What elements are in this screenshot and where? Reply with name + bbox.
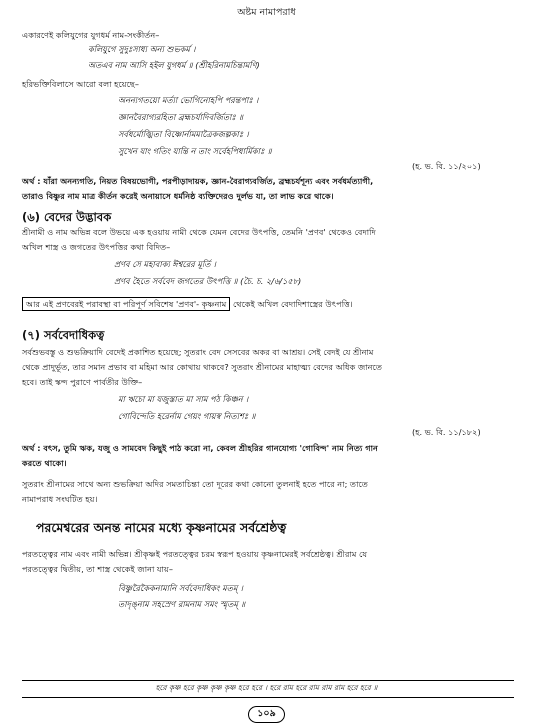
- comparison-paragraph-line-2: নামাপরাধ সংঘটিত হয়।: [22, 494, 98, 504]
- verse-2-line-2: জ্ঞানবৈরাগ্যরহিতা ব্রহ্মচর্যাদিবর্জিতাঃ ॥: [118, 112, 243, 122]
- section-6-heading: (৬) বেদের উদ্ভাবক: [22, 210, 112, 224]
- running-header: অষ্টম নামাপরাধ: [237, 7, 296, 18]
- footer-mantra: হরে কৃষ্ণ হরে কৃষ্ণ কৃষ্ণ কৃষ্ণ হরে হরে । হরে রাম হরে রাম রাম রাম হরে হরে ॥: [155, 683, 378, 692]
- verse-5-line-1: বিষ্ণুরৈকৈকনামানি সর্ববেদাধিকং মতম্ ।: [118, 583, 243, 593]
- meaning-2-line-2: করতে থাকো।: [22, 458, 67, 468]
- final-paragraph-line-2: পরতত্ত্বের দ্বিতীয়, তা শাস্ত্র থেকেই জানা যায়–: [22, 564, 173, 574]
- meaning-2-line-1: অর্থ : বৎস, তুমি ঋক, যজু ও সামবেদ কিছুই পাঠ করো না, কেবল শ্রীহরির গানযোগ্য 'গোবিন্দ' নাম নিত্য গান: [22, 443, 378, 453]
- highlighted-statement: [22, 298, 353, 310]
- final-paragraph-line-1: পরতত্ত্বের নাম এবং নামী অভিন্ন। শ্রীকৃষ্ণই পরতত্ত্বের চরম স্বরূপ হওয়ায় কৃষ্ণনামেরই সর্বশ্রেষ্ঠত্ব। শ্রীরাম যে: [22, 549, 368, 559]
- page-number: ১০৯: [248, 706, 285, 723]
- intro-paragraph-2: হরিভক্তিবিলাসে আরো বলা হয়েছে–: [22, 79, 139, 89]
- section-6-text-line-2: অখিল শাস্ত্র ও জগতের উৎপত্তির কথা বিদিত–: [22, 242, 171, 252]
- section-6-text-line-1: শ্রীনামী ও নাম অভিন্ন বলে উভয়ে এক হওয়ায় নামী থেকে যেমন বেদের উৎপত্তি, তেমনি 'প্রণব' থেকেও বেদাদি: [22, 227, 376, 237]
- meaning-1-line-2: তারাও বিষ্ণুর নাম মাত্র কীর্তন করেই অনায়াসে ধর্মনিষ্ঠ ব্যক্তিদেরও দুর্লভ যা, তা লাভ করে থাকে।: [22, 191, 334, 201]
- reference-1: (হ. ভ. বি. ১১/২০১): [412, 161, 481, 171]
- boxed-continuation: থেকেই অখিল বেদাদিশাস্ত্রের উৎপত্তি।: [230, 299, 353, 309]
- section-7-text-line-1: সর্বশুভবস্তু ও শুভক্রিয়াদি বেদেই প্রকাশিত হয়েছে; সুতরাং বেদ সেসবের অকর বা আশ্রয়। সেই বেদই যে শ্রীনাম: [22, 347, 374, 357]
- intro-paragraph-1: একারণেই কলিযুগের যুগধর্ম নাম-সংকীর্তন–: [22, 30, 160, 40]
- footer-rule-bottom: [22, 697, 514, 698]
- comparison-paragraph-line-1: সুতরাং শ্রীনামের সাথে অন্য শুভক্রিয়া অদির সমতাচিন্তা তো দূরের কথা কোনো তুলনাই হতে পারে না; তাতে: [22, 479, 368, 489]
- verse-1-line-1: কলিযুগে সুদুঃসাধ্য অন্য শুভকর্ম ।: [88, 44, 196, 54]
- verse-1-line-2: অতএব নাম আসি হইল যুগধর্ম ॥ (শ্রীহরিনামচিন্তামণি): [88, 60, 260, 70]
- verse-3-line-1: প্রণব সে মহাবাক্য ঈশ্বরের মূর্তি ।: [114, 259, 216, 269]
- footer-rule-top: [22, 680, 514, 681]
- reference-2: (হ. ভ. বি. ১১/১৮২): [412, 427, 481, 437]
- page-number-badge: [0, 706, 533, 723]
- verse-4-line-1: মা ঋচো মা যজুস্তাত মা সাম পঠ কিঞ্চন ।: [118, 394, 249, 404]
- section-7-text-line-3: হবে। তাই স্কন্দ পুরাণে পার্বতীর উক্তি–: [22, 377, 143, 387]
- main-heading: পরমেশ্বরের অনন্ত নামের মধ্যে কৃষ্ণনামের সর্বশ্রেষ্ঠত্ব: [36, 520, 287, 535]
- section-7-text-line-2: থেকে প্রাদুর্ভূত, তার সমান প্রভাব বা মহিমা আর কোথায় থাকবে? সুতরাং শ্রীনামের মাহাত্ম্য বেদের অধিক জানতে: [22, 362, 382, 372]
- verse-3-line-2: প্রণব হৈতে সর্ববেদ জগতের উৎপত্তি ॥ (চৈ. চ. ২/৬/১৫৮): [114, 276, 302, 286]
- verse-2-line-4: সুখেন যাং গতিং যান্তি ন তাং সর্বেহপিধার্মিকাঃ ॥: [118, 146, 272, 156]
- verse-5-line-2: তাদৃঙ্নাম সহস্রেণ রামনাম সমং স্মৃতম্ ॥: [118, 599, 246, 609]
- section-7-heading: (৭) সর্ববেদাধিকত্ব: [22, 328, 105, 342]
- verse-4-line-2: গোবিন্দেতি হরের্নাম গেয়ং গায়স্ব নিত্যশঃ ॥: [118, 411, 256, 421]
- verse-2-line-1: অনন্যগতয়ো মর্ত্যা ভোগিনোহপি পরন্তপাঃ ।: [118, 95, 259, 105]
- meaning-1-line-1: অর্থ : যাঁরা অনন্যগতি, নিয়ত বিষয়ভোগী, পরপীড়াদায়ক, জ্ঞান-বৈরাগ্যবর্জিত, ব্রহ্মচর্যশূন্য এবং সর্বধর্মত্যাগী,: [22, 176, 374, 186]
- verse-2-line-3: সর্বধর্মোজ্ঝিতা বিষ্ণোর্নামমাত্রৈকজল্পকাঃ ।: [118, 129, 249, 139]
- boxed-text: আর এই প্রণবেরই পরাবস্থা বা পরিপূর্ণ সবিশেষ 'প্রণব'- কৃষ্ণনাম: [22, 297, 230, 311]
